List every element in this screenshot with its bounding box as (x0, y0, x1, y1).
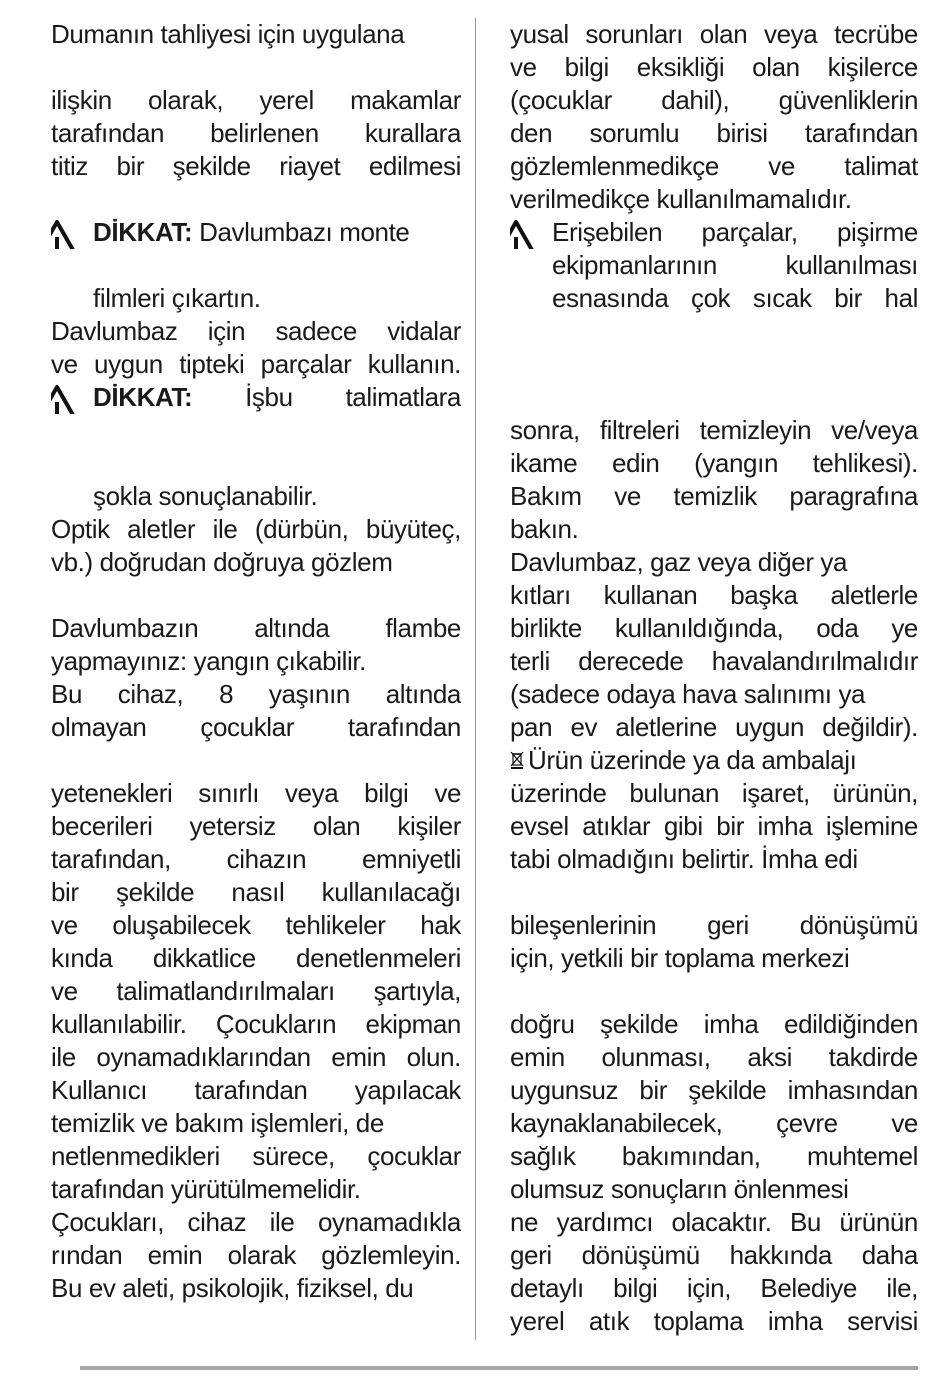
text-line: ile oynamadıklarından emin olun. (51, 1042, 461, 1072)
crossed-bin-icon (510, 750, 524, 770)
text-line: yusal sorunları olan veya tecrübe (510, 19, 918, 49)
text-line: titiz bir şekilde riayet edilmesi (51, 151, 461, 181)
warning-line (51, 381, 461, 414)
text-line: evsel atıklar gibi bir imha işlemine (510, 811, 918, 841)
text-line: bakın. (510, 514, 579, 544)
text-line: (çocuklar dahil), güvenliklerin (510, 85, 918, 115)
text-line: ikame edin (yangın tehlikesi). (510, 448, 918, 478)
text-line: olumsuz sonuçların önlenmesi (510, 1174, 849, 1204)
text-line: tarafından yürütülmemelidir. (51, 1174, 361, 1204)
text-line: geri dönüşümü hakkında daha (510, 1240, 918, 1270)
text-line: pan ev aletlerine uygun değildir). (510, 712, 918, 742)
text-line: doğru şekilde imha edildiğinden (510, 1009, 918, 1039)
text-line: temizlik ve bakım işlemleri, de (51, 1108, 384, 1138)
text-line: becerileri yetersiz olan kişiler (51, 811, 461, 841)
text-line: Bakım ve temizlik paragrafına (510, 481, 918, 511)
text-line: ve oluşabilecek tehlikeler hak (51, 910, 461, 940)
text-line: tarafından, cihazın emniyetli (51, 844, 461, 874)
text-line: verilmedikçe kullanılmamalıdır. (510, 184, 852, 214)
text-line: için, yetkili bir toplama merkezi (510, 943, 850, 973)
text-line: olmayan çocuklar tarafından (51, 712, 461, 742)
warning-text: Erişebilen parçalar, pişirme (552, 217, 918, 247)
text-line: uygunsuz bir şekilde imhasından (510, 1075, 918, 1105)
text-line: ve uygun tipteki parçalar kullanın. (51, 349, 461, 379)
warning-line (510, 216, 918, 249)
text-line: şokla sonuçlanabilir. (93, 481, 318, 511)
text-line: Çocukları, cihaz ile oynamadıkla (51, 1207, 461, 1237)
warning-triangle-icon (510, 218, 544, 249)
text-line: Davlumbaz, gaz veya diğer ya (510, 547, 848, 577)
text-line: kullanılabilir. Çocukların ekipman (51, 1009, 461, 1039)
text-line: bir şekilde nasıl kullanılacağı (51, 877, 461, 907)
text-line: netlenmedikleri sürece, çocuklar (51, 1141, 461, 1171)
text-line: detaylı bilgi için, Belediye ile, (510, 1273, 918, 1303)
text-line (510, 744, 918, 777)
text-line: ve bilgi eksikliği olan kişilerce (510, 52, 918, 82)
text-line: Davlumbaz için sadece vidalar (51, 316, 461, 346)
right-column (510, 18, 918, 1338)
text-line: Optik aletler ile (dürbün, büyüteç, (51, 514, 461, 544)
text-line: yapmayınız: yangın çıkabilir. (51, 646, 366, 676)
text-line: kında dikkatlice denetlenmeleri (51, 943, 461, 973)
warning-text: İşbu talimatlara (245, 382, 461, 412)
text-line: vb.) doğrudan doğruya gözlem (51, 547, 393, 577)
text-line: birlikte kullanıldığında, oda ye (510, 613, 918, 643)
warning-triangle-icon (51, 383, 85, 414)
text-line: Dumanın tahliyesi için uygulana (51, 19, 405, 49)
text-line: emin olunması, aksi takdirde (510, 1042, 918, 1072)
text-line: kıtları kullanan başka aletlerle (510, 580, 918, 610)
text-line: gözlemlenmedikçe ve talimat (510, 151, 918, 181)
warning-line (51, 216, 461, 249)
text-line: yetenekleri sınırlı veya bilgi ve (51, 778, 461, 808)
bottom-rule (80, 1366, 918, 1370)
text-line: kaynaklanabilecek, çevre ve (510, 1108, 918, 1138)
column-divider (475, 18, 476, 1340)
left-column (51, 18, 461, 1305)
text-line: terli derecede havalandırılmalıdır (510, 646, 918, 676)
text-line: Kullanıcı tarafından yapılacak (51, 1075, 461, 1105)
text-line: ve talimatlandırılmaları şartıyla, (51, 976, 461, 1006)
text-line: ilişkin olarak, yerel makamlar (51, 85, 461, 115)
text-line: ekipmanlarının kullanılması (552, 250, 918, 280)
text-line: tarafından belirlenen kurallara (51, 118, 461, 148)
warning-text: Davlumbazı monte (199, 217, 410, 247)
text-line: üzerinde bulunan işaret, ürünün, (510, 778, 918, 808)
text-span: Ürün üzerinde ya da ambalajı (528, 745, 857, 775)
text-line: sağlık bakımından, muhtemel (510, 1141, 918, 1171)
text-line: Bu ev aleti, psikolojik, fiziksel, du (51, 1273, 414, 1303)
text-line: Davlumbazın altında flambe (51, 613, 461, 643)
text-line: (sadece odaya hava salınımı ya (510, 679, 866, 709)
warning-label: DİKKAT: (93, 217, 193, 247)
text-line: den sorumlu birisi tarafından (510, 118, 918, 148)
text-line: rından emin olarak gözlemleyin. (51, 1240, 461, 1270)
warning-triangle-icon (51, 218, 85, 249)
text-line: tabi olmadığını belirtir. İmha edi (510, 844, 858, 874)
text-line: filmleri çıkartın. (93, 283, 261, 313)
warning-label: DİKKAT: (93, 382, 193, 412)
text-line: yerel atık toplama imha servisi (510, 1306, 918, 1336)
text-line: bileşenlerinin geri dönüşümü (510, 910, 918, 940)
text-line: Bu cihaz, 8 yaşının altında (51, 679, 461, 709)
text-line: esnasında çok sıcak bir hal (552, 283, 918, 313)
text-line: ne yardımcı olacaktır. Bu ürünün (510, 1207, 918, 1237)
text-line: sonra, filtreleri temizleyin ve/veya (510, 415, 918, 445)
